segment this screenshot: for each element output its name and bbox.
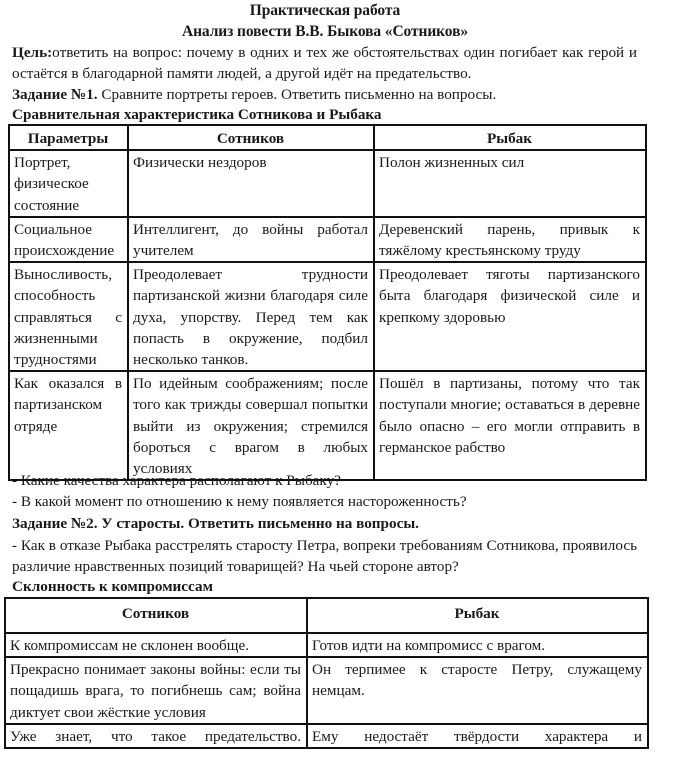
cell-rybak: Он терпимее к старосте Петру, служащему немцам. <box>307 657 648 724</box>
cell-rybak: Ему недостаёт твёрдости характера и <box>307 724 648 748</box>
cell-sotnikov: Преодолевает трудности партизанской жизни благодаря силе духа, упорству. Перед тем как попасть в окружение, подбил несколько танков. <box>128 262 374 371</box>
cell-sotnikov: Прекрасно понимает законы войны: если ты пощадишь врага, то погибнешь сам; война диктует свои жёсткие условия <box>5 657 307 724</box>
header-rybak: Рыбак <box>374 125 646 150</box>
table-row <box>5 633 648 657</box>
goal-paragraph <box>12 42 637 84</box>
cell-rybak: Деревенский парень, привык к тяжёлому крестьянскому труду <box>374 217 646 262</box>
table2-caption: Склонность к компромиссам <box>12 578 213 595</box>
page-title: Практическая работа <box>249 2 401 19</box>
table-header-row <box>5 598 648 633</box>
goal-label: Цель: <box>12 44 53 61</box>
task1-paragraph <box>12 84 496 105</box>
cell-param: Выносливость, способность справляться с жизненными трудностями <box>9 262 128 371</box>
cell-param: Как оказался в партизанском отряде <box>9 371 128 480</box>
cell-sotnikov: Интеллигент, до войны работал учителем <box>128 217 374 262</box>
table-row <box>9 150 646 217</box>
cell-rybak: Преодолевает тяготы партизанского быта благодаря физической силе и крепкому здоровью <box>374 262 646 371</box>
cell-param: Социальное происхождение <box>9 217 128 262</box>
question-item: - В какой момент по отношению к нему появляется настороженность? <box>12 493 467 510</box>
cell-rybak: Пошёл в партизаны, потому что так поступали многие; оставаться в деревне было опасно – его могли отправить в германское рабство <box>374 371 646 480</box>
cell-sotnikov: По идейным соображениям; после того как трижды совершал попытки выйти из окружения; стремился бороться с врагом в любых условиях <box>128 371 374 480</box>
goal-text: ответить на вопрос: почему в одних и тех же обстоятельствах один погибает как герой и остаётся в благодарной памяти людей, а другой идёт на предательство. <box>12 44 637 82</box>
header-sotnikov: Сотников <box>128 125 374 150</box>
table-header-row <box>9 125 646 150</box>
header-rybak: Рыбак <box>307 598 648 633</box>
cell-sotnikov: Физически нездоров <box>128 150 374 217</box>
table-row <box>9 262 646 371</box>
header-params: Параметры <box>9 125 128 150</box>
compromise-table <box>4 597 649 749</box>
table-row <box>9 371 646 480</box>
task1-label: Задание №1. <box>12 86 98 103</box>
comparison-table <box>8 124 647 481</box>
question-item: - Какие качества характера располагают к Рыбаку? <box>12 472 341 489</box>
table-row <box>5 724 648 748</box>
cell-param: Портрет, физическое состояние <box>9 150 128 217</box>
task2-question: - Как в отказе Рыбака расстрелять старосту Петра, вопреки требованиям Сотникова, проявилось различие нравственных позиций товарищей? На чьей стороне автор? <box>12 537 637 575</box>
table1-caption: Сравнительная характеристика Сотникова и Рыбака <box>12 106 382 123</box>
cell-rybak: Готов идти на компромисс с врагом. <box>307 633 648 657</box>
task2-heading: Задание №2. У старосты. Ответить письменно на вопросы. <box>12 515 419 532</box>
table-row <box>5 657 648 724</box>
cell-sotnikov: Уже знает, что такое предательство. <box>5 724 307 748</box>
header-sotnikov: Сотников <box>5 598 307 633</box>
cell-sotnikov: К компромиссам не склонен вообще. <box>5 633 307 657</box>
table-row <box>9 217 646 262</box>
page-subtitle: Анализ повести В.В. Быкова «Сотников» <box>182 23 468 40</box>
cell-rybak: Полон жизненных сил <box>374 150 646 217</box>
task1-text: Сравните портреты героев. Ответить письменно на вопросы. <box>97 86 497 103</box>
